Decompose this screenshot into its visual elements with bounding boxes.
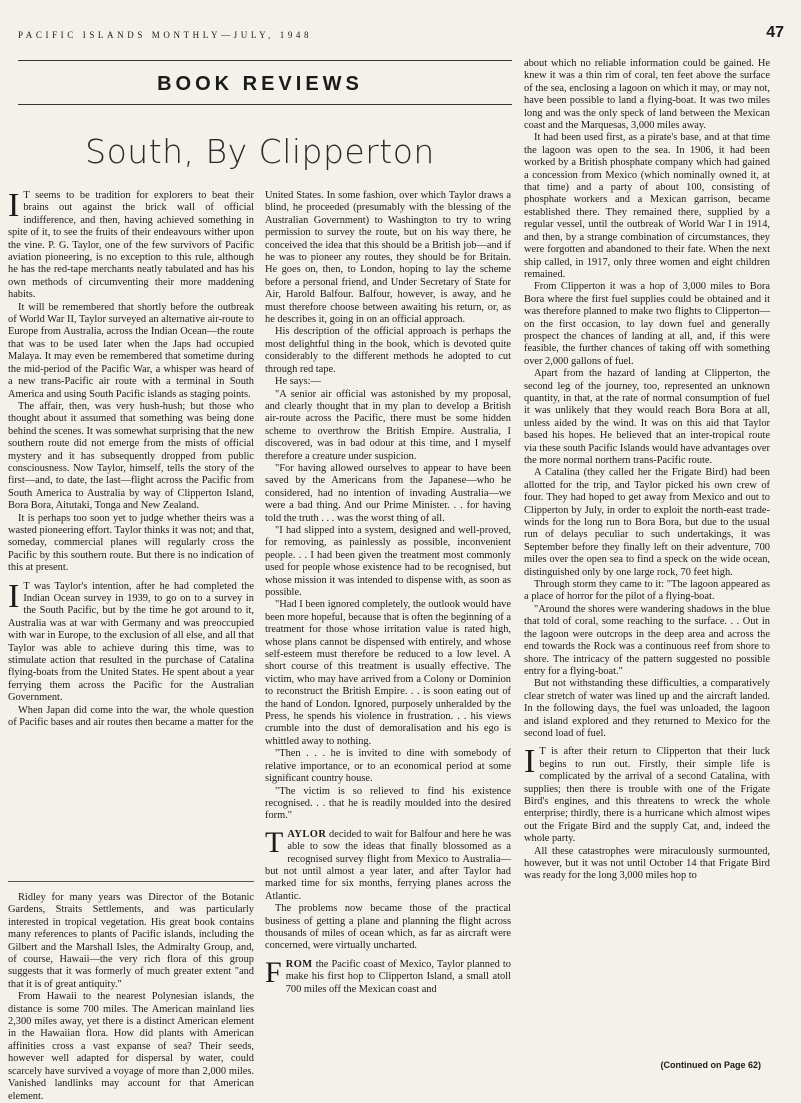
paragraph: The affair, then, was very hush-hush; but those who thought about it assumed that something was being done behind the scenes. It was somewhat surprising that the new southern route did not emerge from the mists of official mystery and it has subsequently dropped from public consciousness. Now Taylor, himself, tells the story of the first—and, to date, the last—flight across the Pacific from South America to Australia by way of Clipperton Island, Bora Bora, Aitutaki, Tonga and New Zealand. [8,400,254,512]
paragraph: "A senior air official was astonished by my proposal, and clearly thought that in my plan to develop a British air-route across the Pacific, there must be some hidden scheme to overthrow the British Empire. Australia, I discovered, was in bad odour at this time, and I myself therefore a creature under suspicion. [265,388,511,462]
paragraph: All these catastrophes were miraculously surmounted, however, but it was not until October 14 that Frigate Bird was ready for the long 3,000 miles hop to [524,845,770,882]
drop-cap: I [8,577,20,615]
paragraph: "Around the shores were wandering shadows in the blue that told of coral, some reaching to the surface. . . Out in the lagoon were outcrops in the deep area and across the end towards the Rock was a continuous reef from shore to shore. The intricacy of the pattern suggested no possible entry for a flying-boat." [524,603,770,677]
paragraph: It had been used first, as a pirate's base, and at that time the lagoon was open to the sea. In 1906, it had been worked by a British phosphate company which had gained a concession from Mexico (which nominally owned it, at that time) and a party of about 100, consisting of phosphate workers and a Mexican garrison, became established there. They remained there, supplied by a regular vessel, until the outbreak of World War I in 1914, and then, by a strange combination of circumstances, they were forgotten and abandoned to their fate. When the next ship called, in 1917, only three women and eight children remained. [524,132,770,280]
paragraph: From Clipperton it was a hop of 3,000 miles to Bora Bora where the first fuel supplies could be obtained and it was therefore planned to make two flights to Clipperton—on the first occasion, to lay down fuel and generally prospect the chances of landing at all, and, if this were feasible, the further chances of taking off with something over 2,000 gallons of fuel. [524,281,770,367]
continued-note: (Continued on Page 62) [660,1060,761,1070]
section-rule-top [18,60,512,61]
column-3 [524,58,770,883]
paragraph: But not withstanding these difficulties, a comparatively clear stretch of water was lined up and the aircraft landed. In the following days, the fuel was unloaded, the lagoon and island explored and they returned to Mexico for the second load of fuel. [524,678,770,739]
paragraph: Apart from the hazard of landing at Clipperton, the second leg of the journey, too, represented an unknown quantity, in that, at the rate of normal consumption of fuel it was unlikely that they would reach Bora Bora at all, unless aided by the wind. It was on this aid that Taylor based his hopes. He believed that an inter-tropical route via these south Pacific Islands would have advantages over the more normal northern trans-Pacific route. [524,368,770,466]
paragraph: "Then . . . he is invited to dine with somebody of relative importance, or to an economical period at some significant country house. [265,748,511,785]
paragraph: The problems now became those of the practical business of getting a plane and planning the flight across thousands of miles of ocean which, as far as aircraft were concerned, were virtually uncharted. [265,903,511,952]
paragraph: TAYLOR decided to wait for Balfour and here he was able to sow the ideas that finally blossomed as a recognised survey flight from Mexico to Australia—but not until almost a year later, and after Taylor had marked time for six months, ferrying planes across the Atlantic. [265,825,511,902]
paragraph: When Japan did come into the war, the whole question of Pacific bases and air routes then became a matter for the [8,704,254,729]
paragraph: "I had slipped into a system, designed and well-proved, for removing, as painlessly as possible, inconvenient people. . . I had been given the treatment most commonly used for people whose existence had to be recognised, but whose mission it was intended to dispense with, as soon as possible. [265,524,511,598]
paragraph: I T was Taylor's intention, after he had completed the Indian Ocean survey in 1939, to go on to a survey in the South Pacific, but by the time he got around to it, Australia was at war with Germany and was preoccupied with war in Europe, to the exclusion of all else, and all that Taylor was able to achieve during this time, was to stimulate action that resulted in the purchase of Catalina flying-boats from the United States. He spent about a year ferrying them across the Pacific for the Australian Government. [8,577,254,704]
paragraph: He says:— [275,376,321,388]
drop-cap: I [524,743,536,781]
drop-cap: T [265,825,284,859]
column-divider [8,881,254,882]
paragraph: Through storm they came to it: "The lagoon appeared as a place of horror for the pilot of a flying-boat. [524,579,770,603]
paragraph: It is perhaps too soon yet to judge whether theirs was a wasted pioneering effort. Taylor thinks it was not; and that, someday, commercial planes will regularly cross the Pacific by this southern route. But there is no indication of this at present. [8,512,254,574]
paragraph: United States. In some fashion, over which Taylor draws a blind, he proceeded (presumably with the blessing of the Australian Government) to Washington to try to wring permission to survey the route, but on his way there, he conceived the idea that this should be a British job—and if he was to pioneer any routes, they should be for Britain. He goes on, then, to London, hoping to lay the scheme before a personal friend, and Under Secretary of State for Air, Harold Balfour. Balfour, however, is away, and he must therefore choose between awaiting his return, or, as he describes it, going in on an official approach. [265,190,511,326]
paragraph: From Hawaii to the nearest Polynesian islands, the distance is some 700 miles. The American mainland lies 2,300 miles away, yet there is a distinct American element in the Hawaiian flora. How did plants with American affinities cross a vast expanse of sea? Their seeds, however well adapted for dispersal by water, could scarcely have survived a voyage of more than 2,000 miles. Vanished landlinks may account for that American element. [8,991,254,1102]
section-title: BOOK REVIEWS [157,73,363,95]
paragraph: Ridley for many years was Director of the Botanic Gardens, Straits Settlements, and was particularly interested in tropical vegetation. His great book contains many references to plants of Pacific islands, including the Gilbert and the Marshall Isles, the Admiralty Group, and, of course, Hawaii—the very rich flora of this group suggests that it was formerly of much greater extent "and that it is of great antiquity." [8,892,254,990]
column-1-lower [8,892,254,1103]
page-number: 47 [766,24,784,41]
paragraph: "The victim is so relieved to find his existence recognised. . . that he is readily moulded into the desired form." [265,785,511,822]
paragraph: FROM the Pacific coast of Mexico, Taylor planned to make his first hop to Clipperton Island, a small atoll 700 miles off the Mexican coast and [265,955,511,995]
running-head: PACIFIC ISLANDS MONTHLY—JULY, 1948 [18,30,313,40]
paragraph: His description of the official approach is perhaps the most delightful thing in the book, which is devoted quite considerably to the different methods he adopted to cut through red tape. [265,326,511,375]
paragraph: "Had I been ignored completely, the outlook would have been more hopeful, because that is often the beginning of a treatment for those whose irritation value is rated high, whose plans cannot be dispensed with entirely, and whose self-esteem must therefore be reduced to a low level. A short course of this treatment is usually effective. The victim, who may have arrived from a Colony or Dominion to reconstruct the British Empire. . . is soon eating out of the hand of London. Ignored, purposely unheralded by the Press, he spends his violence in frustration. . . his views crumble into the dust of demoralisation and his ego is whittled away to nothing. [265,599,511,747]
drop-cap: I [8,187,20,224]
section-rule-bottom [18,104,512,105]
paragraph: A Catalina (they called her the Frigate Bird) had been allotted for the trip, and Taylor picked his own crew of four. They had hoped to get away from Mexico and out to Clipperton by July, in order to exploit the north-east trade-winds for the long run to Bora Bora, but due to the usual run of delays peculiar to such undertakings, it was September before they finally left on their adventure, 700 miles over the open sea to find a speck on the wide ocean, distinguished only by one large rock, 70 feet high. [524,467,770,578]
paragraph: I T is after their return to Clipperton that their luck begins to run out. Firstly, their simple life is complicated by the arrival of a second Catalina, with supplies; then there is trouble with one of the Frigate Bird's engines, and this threatens to wreck the whole enterprise; thirdly, there is a hurricane which almost wipes out the Frigate Bird and the supply Cat, and, indeed the whole party. [524,743,770,845]
column-1 [8,187,254,729]
column-2 [265,190,511,996]
article-headline: South, By Clipperton [85,132,435,171]
paragraph: It will be remembered that shortly before the outbreak of World War II, Taylor surveyed an alternative air-route to Europe from Australia, across the Indian Ocean—the route that was to be used later when the Japs had occupied Malaya. It may even be remembered that sometime during the mid-period of the Pacific War, a whisper was heard of a new trans-Pacific air route with a terminal in South America and using South Pacific islands as staging points. [8,301,254,400]
running-header [18,24,784,44]
paragraph: "For having allowed ourselves to appear to have been saved by the Americans from the Japanese—who he considered, had no intention of invading Australia—we were a bad thing. And our Prime Minister. . . for having told the truth . . . was the worst thing of all. [265,462,511,524]
drop-cap: F [265,955,282,989]
paragraph: about which no reliable information could be gained. He knew it was a thin rim of coral, ten feet above the surface of the sea, enclosing a lagoon on which it may, or may not, have been possible to land a flying-boat. It was two miles long and was the only speck of land between the Mexican coast and the Marquesas, 3,000 miles away. [524,58,770,132]
paragraph: I T seems to be tradition for explorers to beat their brains out against the brick wall of official indifference, and then, having achieved something in spite of it, to see the fruits of their endeavours wither upon the vine. P. G. Taylor, one of the few survivors of Pacific aviation pioneering, is no exception to this rule, although he has the red-tape merchants neatly tabulated and has his own methods of circumventing their more maddening habits. [8,187,254,301]
